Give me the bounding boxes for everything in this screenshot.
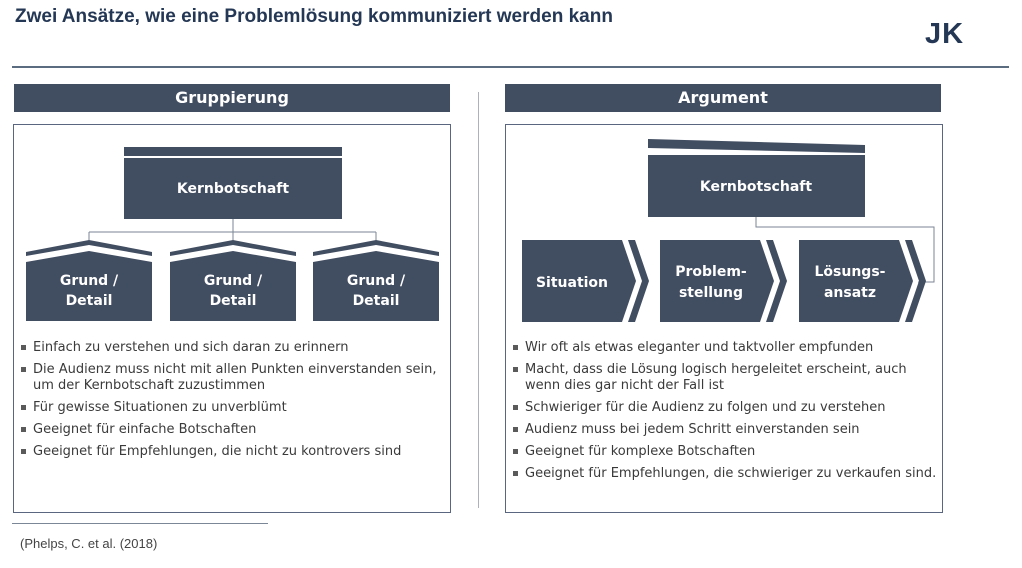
list-item: Audienz muss bei jedem Schritt einverstanden sein xyxy=(511,422,939,438)
step-label-line2: stellung xyxy=(678,285,744,301)
left-header: Gruppierung xyxy=(14,84,450,112)
list-item: Geeignet für einfache Botschaften xyxy=(19,422,439,438)
list-item: Für gewisse Situationen zu unverblümt xyxy=(19,400,439,416)
child-label-line2: Detail xyxy=(209,293,257,309)
step-problemstellung xyxy=(660,240,774,322)
step-loesungsansatz xyxy=(799,240,913,322)
citation: (Phelps, C. et al. (2018) xyxy=(20,536,158,551)
step-label-line1: Lösungs- xyxy=(814,264,886,280)
citation-divider xyxy=(12,523,268,524)
top-box-label: Kernbotschaft xyxy=(699,179,813,195)
step-label-line1: Situation xyxy=(535,275,609,291)
top-box-roof xyxy=(648,139,865,153)
list-item: Geeignet für Empfehlungen, die nicht zu kontrovers sind xyxy=(19,444,439,460)
argument-diagram xyxy=(522,139,934,322)
right-header: Argument xyxy=(505,84,941,112)
list-item: Die Audienz muss nicht mit allen Punkten einverstanden sein, um der Kernbotschaft zuzustimmen xyxy=(19,362,439,394)
step-label-line2: ansatz xyxy=(823,285,877,301)
child-label-line2: Detail xyxy=(352,293,400,309)
list-item: Schwieriger für die Audienz zu folgen und zu verstehen xyxy=(511,400,939,416)
list-item: Macht, dass die Lösung logisch hergeleitet erscheint, auch wenn dies gar nicht der Fall ist xyxy=(511,362,939,394)
child-label-line1: Grund / xyxy=(346,273,406,289)
list-item: Einfach zu verstehen und sich daran zu erinnern xyxy=(19,340,439,356)
logo: JK xyxy=(925,18,965,50)
top-box-roof xyxy=(124,147,342,156)
grouping-diagram xyxy=(26,147,439,321)
page-title: Zwei Ansätze, wie eine Problemlösung kommuniziert werden kann xyxy=(15,6,613,27)
top-box-label: Kernbotschaft xyxy=(176,181,290,197)
list-item: Geeignet für komplexe Botschaften xyxy=(511,444,939,460)
child-label-line1: Grund / xyxy=(59,273,119,289)
list-item: Wir oft als etwas eleganter und taktvoller empfunden xyxy=(511,340,939,356)
child-label-line2: Detail xyxy=(65,293,113,309)
list-item: Geeignet für Empfehlungen, die schwieriger zu verkaufen sind. xyxy=(511,466,939,482)
step-label-line1: Problem- xyxy=(675,264,747,280)
child-label-line1: Grund / xyxy=(203,273,263,289)
